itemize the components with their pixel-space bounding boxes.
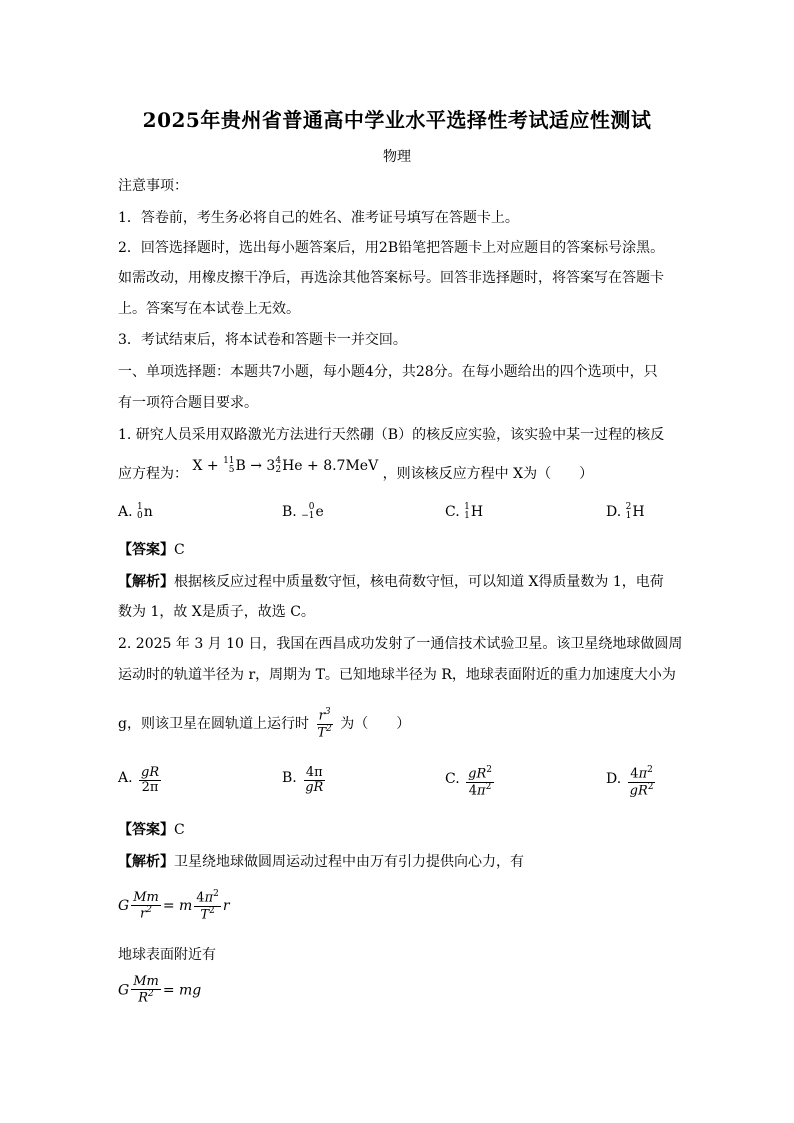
q1-answer: 【答案】C xyxy=(118,542,185,558)
q1-option-a: A. 1 0 n xyxy=(118,502,153,521)
q2-analysis-line-1: 【解析】卫星绕地球做圆周运动过程中由万有引力提供向心力，有 xyxy=(118,854,524,870)
q1-stem-line-1: 1. 研究人员采用双路激光方法进行天然硼（B）的核反应实验，该实验中某一过程的核反 xyxy=(118,427,665,443)
q2-option-a: A. $\frac{gR}{2\pi}$ xyxy=(118,765,160,796)
q2-option-c: C. $\frac{gR^2}{4\pi^2}$ xyxy=(445,765,492,798)
subject-label: 物理 xyxy=(383,149,411,165)
note-2-line-1: 2．回答选择题时，选出每小题答案后，用2B铅笔把答题卡上对应题目的答案标号涂黑。 xyxy=(118,240,665,256)
q2-stem-line-2: 运动时的轨道半径为 r，周期为 T。已知地球半径为 R，地球表面附近的重力加速度大小为 xyxy=(118,667,676,683)
surface-gravity-equation: G $\frac{Mm}{R^2}$ = mg xyxy=(118,974,202,1006)
note-2-line-2: 如需改动，用橡皮擦干净后，再选涂其他答案标号。回答非选择题时，将答案写在答题卡 xyxy=(118,270,664,286)
q1-stem-suffix: ，则该核反应方程中 X为（ ） xyxy=(382,466,594,482)
q2-option-b: B. $\frac{4\pi}{gR}$ xyxy=(282,765,324,796)
r3-over-t2-fraction: $\frac{r^3}{T^2}$ xyxy=(317,707,332,740)
gravitation-equation: G $\frac{Mm}{r^2}$ = m $\frac{4\pi^2}{T^2}$ r xyxy=(118,889,230,922)
q1-stem-line-2 xyxy=(118,456,594,484)
nuclear-equation: X + 11 5 B → 3 4 2 He + 8.7MeV xyxy=(192,456,379,475)
page-title: 2025年贵州省普通高中学业水平选择性考试适应性测试 xyxy=(142,108,652,132)
q2-stem-line-3: g，则该卫星在圆轨道上运行时 $\frac{r^3}{T^2}$ 为（ ） xyxy=(118,707,411,740)
q1-analysis-line-1: 【解析】根据核反应过程中质量数守恒，核电荷数守恒，可以知道 X得质量数为 1，电荷 xyxy=(118,574,664,590)
q1-analysis-line-2: 数为 1，故 X是质子，故选 C。 xyxy=(118,604,315,620)
q2-answer: 【答案】C xyxy=(118,822,185,838)
q1-option-d: D. 2 1 H xyxy=(606,502,645,521)
q1-stem-prefix: 应方程为： xyxy=(118,466,188,482)
note-1: 1．答卷前，考生务必将自己的姓名、准考证号填写在答题卡上。 xyxy=(118,210,519,226)
q1-option-c: C. 1 1 H xyxy=(445,502,484,521)
note-2-line-3: 上。答案写在本试卷上无效。 xyxy=(118,301,300,317)
q2-analysis-line-2: 地球表面附近有 xyxy=(118,947,216,963)
q2-option-d: D. $\frac{4\pi^2}{gR^2}$ xyxy=(606,765,654,798)
section-heading-line-2: 有一项符合题目要求。 xyxy=(118,395,258,411)
q1-option-b: B. 0 −1 e xyxy=(282,502,324,521)
note-3: 3．考试结束后，将本试卷和答题卡一并交回。 xyxy=(118,332,407,348)
section-heading-line-1: 一、单项选择题：本题共7小题，每小题4分，共28分。在每小题给出的四个选项中，只 xyxy=(118,364,658,380)
notes-heading: 注意事项： xyxy=(118,178,188,194)
q2-stem-line-1: 2. 2025 年 3 月 10 日，我国在西昌成功发射了一通信技术试验卫星。该卫星绕地球做圆周 xyxy=(118,636,683,652)
